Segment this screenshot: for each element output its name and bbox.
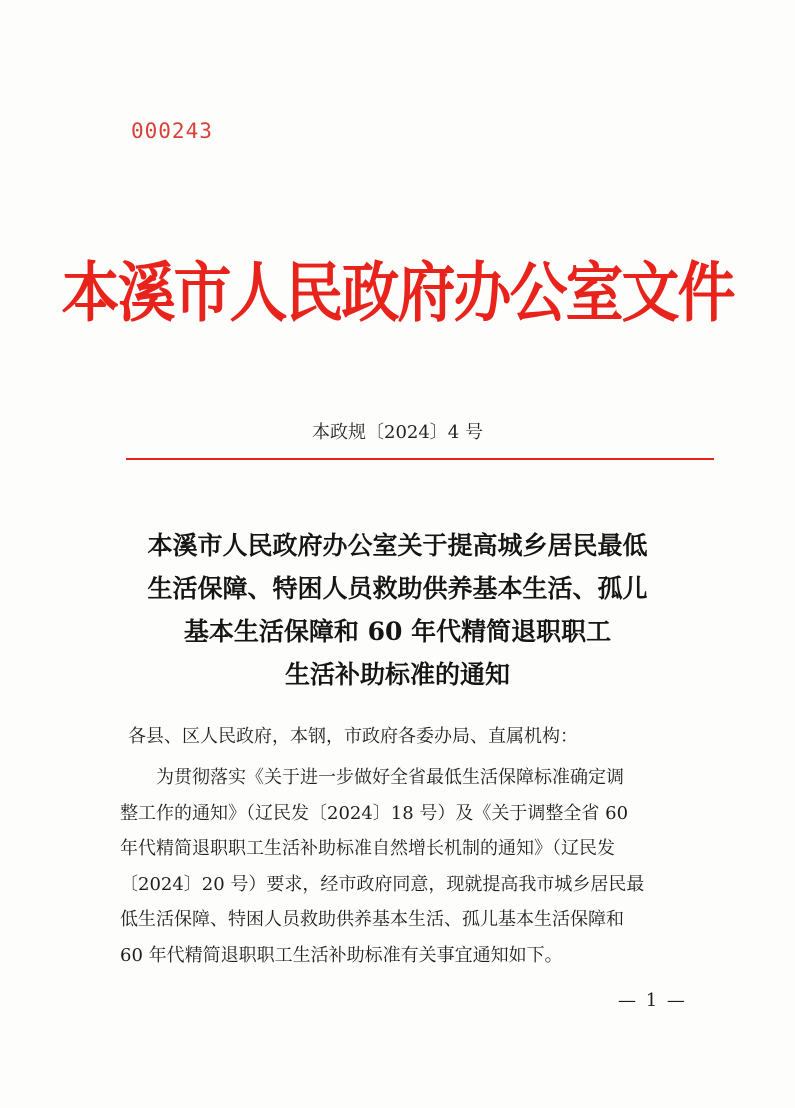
body-line: 60 年代精简退职职工生活补助标准有关事宜通知如下。 [120, 944, 563, 966]
body-line: 〔2024〕20 号）要求，经市政府同意，现就提高我市城乡居民最 [120, 873, 645, 895]
page-number: — 1 — [618, 990, 687, 1011]
body-line: 为贯彻落实《关于进一步做好全省最低生活保障标准确定调 [120, 767, 624, 788]
title-line: 基本生活保障和 60 年代精简退职职工 [183, 617, 612, 646]
addressee: 各县、区人民政府，本钢，市政府各委办局、直属机构： [128, 726, 578, 747]
body-paragraph [120, 760, 716, 973]
red-divider-line [126, 458, 714, 460]
body-line: 整工作的通知》（辽民发〔2024〕18 号）及《关于调整全省 60 [120, 802, 629, 824]
body-line: 年代精简退职职工生活补助标准自然增长机制的通知》（辽民发 [120, 838, 615, 859]
title-line: 生活补助标准的通知 [284, 660, 510, 689]
serial-number: 000243 [131, 119, 213, 143]
title-line: 本溪市人民政府办公室关于提高城乡居民最低 [147, 531, 648, 560]
masthead-title: 本溪市人民政府办公室文件 [61, 254, 734, 331]
document-number: 本政规〔2024〕4 号 [312, 422, 483, 443]
body-line: 低生活保障、特困人员救助供养基本生活、孤儿基本生活保障和 [120, 909, 624, 930]
notice-title [100, 524, 695, 696]
title-line: 生活保障、特困人员救助供养基本生活、孤儿 [147, 574, 648, 603]
